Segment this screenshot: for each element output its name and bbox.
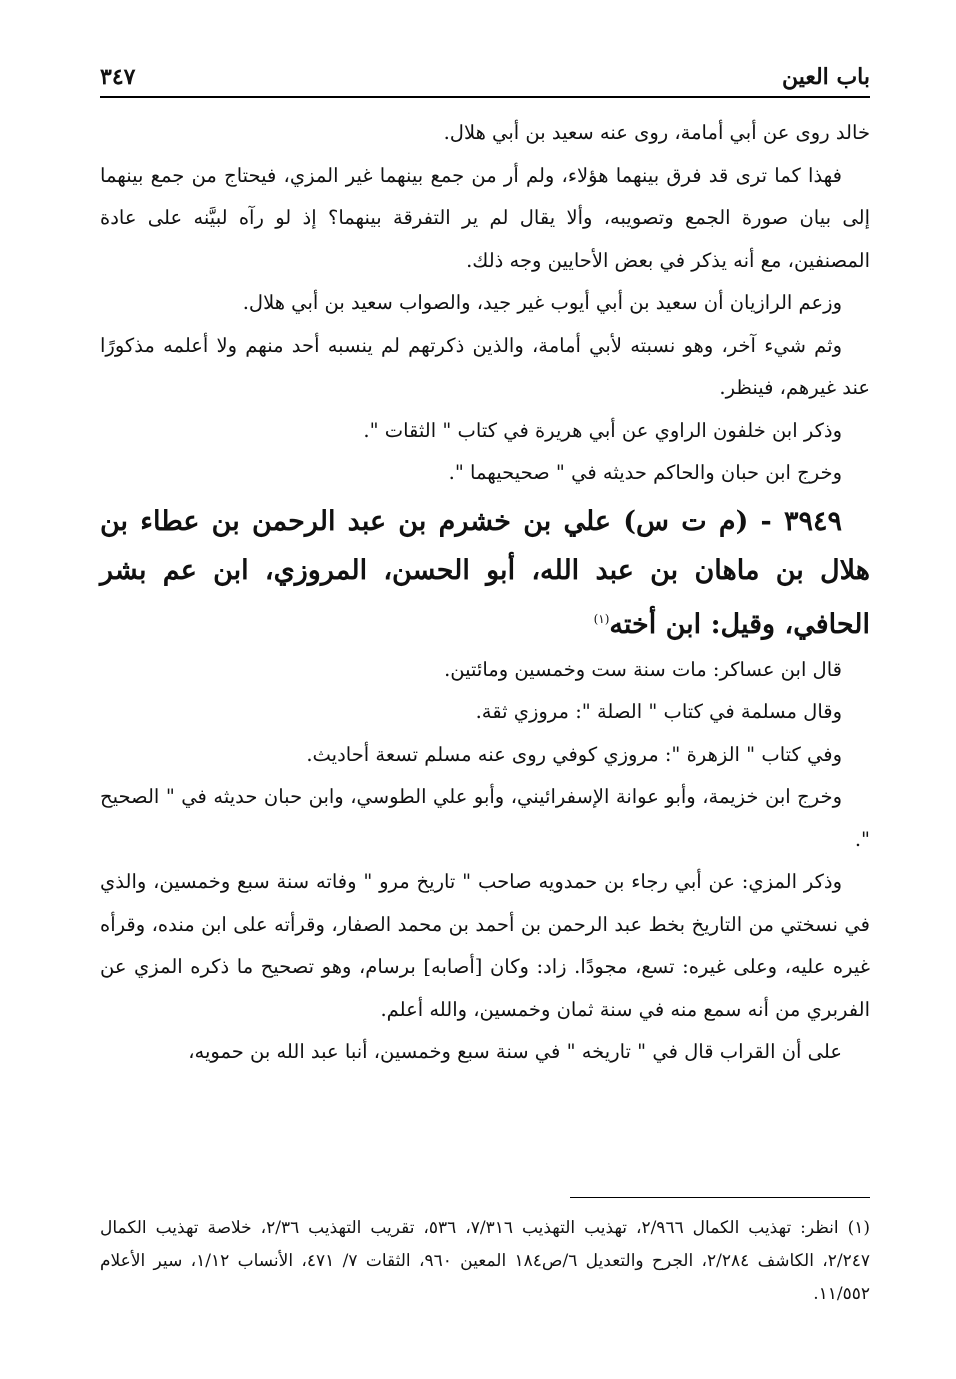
book-page xyxy=(100,40,870,1340)
paragraph: قال ابن عساكر: مات سنة ست وخمسين ومائتين. xyxy=(444,657,842,681)
paragraph: على أن القراب قال في " تاريخه " في سنة سبع وخمسين، أنبا عبد الله بن حمويه، xyxy=(188,1040,842,1063)
paragraph: وذكر ابن خلفون الراوي عن أبي هريرة في كتاب " الثقات ". xyxy=(363,418,842,442)
paragraph: وثم شيء آخر، وهو نسبته لأبي أمامة، والذين ذكرتهم لم ينسبه أحد منهم ولا أعلمه مذكورًا عند غيرهم، فينظر. xyxy=(100,333,870,399)
paragraph: وذكر المزي: عن أبي رجاء بن حمدويه صاحب " تاريخ مرو " وفاته سنة سبع وخمسين، والذي في نسختي من التاريخ بخط عبد الرحمن بن أحمد بن محمد الصفار، وقرأته على ابن منده، وقرأه غيره عليه، وعلى غيره: تسع، مجودًا. زاد: وكان [أصابه] برسام، وهو تصحيح ما ذكره المزي عن الفربري من أنه سمع منه في سنة ثمان وخمسين، والله أعلم. xyxy=(100,870,870,1021)
paragraph: خالد روى عن أبي أمامة، روى عنه سعيد بن أبي هلال. xyxy=(443,121,870,144)
paragraph: فهذا كما ترى قد فرق بينهما هؤلاء، ولم أر من جمع بينهما غير المزي، فيحتاج من جمع بينهما إلى بيان صورة الجمع وتصويبه، وألا يقال لم ير التفرقة بينهما؟ إذ لو رآه لبيَّنه على عادة المصنفين، مع أنه يذكر في بعض الأحايين وجه ذلك. xyxy=(100,163,870,272)
entry-heading-text: ٣٩٤٩ - (م ت س) علي بن خشرم بن عبد الرحمن بن عطاء بن هلال بن ماهان بن عبد الله، أبو الحسن، المروزي، ابن عم بشر الحافي، وقيل: ابن أخته xyxy=(100,505,870,640)
main-text xyxy=(100,112,870,1074)
paragraph: وخرج ابن خزيمة، وأبو عوانة الإسفرائيني، وأبو علي الطوسي، وابن حبان حديثه في " الصحيح ". xyxy=(100,785,870,851)
entry-heading xyxy=(100,497,870,649)
page-number: ٣٤٧ xyxy=(100,64,136,90)
running-header xyxy=(100,40,870,98)
paragraph: وفي كتاب " الزهرة ": مروزي كوفي روى عنه مسلم تسعة أحاديث. xyxy=(306,742,842,766)
paragraph: وقال مسلمة في كتاب " الصلة ": مروزي ثقة. xyxy=(475,700,842,723)
footnote-divider xyxy=(570,1197,870,1198)
paragraph: وزعم الرازيان أن سعيد بن أبي أيوب غير جيد، والصواب سعيد بن أبي هلال. xyxy=(242,291,842,314)
footnote: (١) انظر: تهذيب الكمال ٢/٩٦٦، تهذيب التهذيب ٧/٣١٦، ٥٣٦، تقريب التهذيب ٢/٣٦، خلاصة تهذيب الكمال ٢/٢٤٧، الكاشف ٢/٢٨٤، الجرح والتعديل ٦/ص١٨٤ المعين ٩٦٠، الثقات ٧/ ٤٧١، الأنساب ١/١٢، سير الأعلام ١١/٥٥٢. xyxy=(100,1218,870,1304)
chapter-title: باب العين xyxy=(781,64,870,90)
paragraph: وخرج ابن حبان والحاكم حديثه في " صحيحيهما ". xyxy=(448,461,842,484)
footnote-reference[interactable]: (١) xyxy=(593,611,610,626)
